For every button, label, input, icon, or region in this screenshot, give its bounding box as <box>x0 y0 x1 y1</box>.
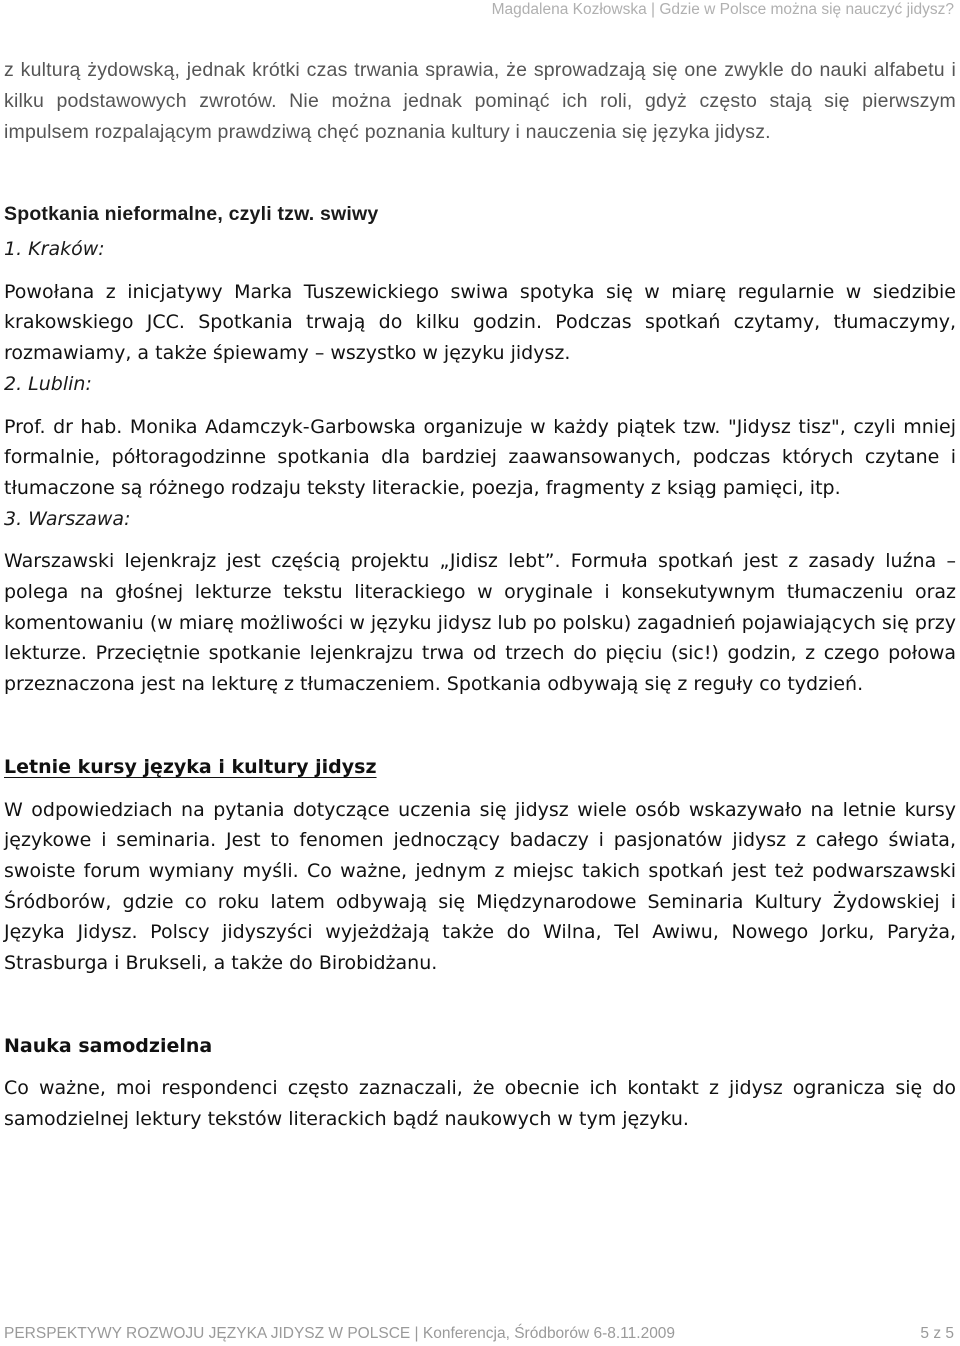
informal-meetings-heading: Spotkania nieformalne, czyli tzw. swiwy <box>4 203 379 225</box>
footer-conference-title: PERSPEKTYWY ROZWOJU JĘZYKA JIDYSZ W POLSCE | Konferencja, Śródborów 6-8.11.2009 <box>4 1325 676 1342</box>
lublin-paragraph: Prof. dr hab. Monika Adamczyk-Garbowska organizuje w każdy piątek tzw. "Jidysz tisz", czyli mniej formalnie, półtoragodzinne spotkania dla bardziej zaawansowanych, podczas których czytane i tłumaczone są różnego rodzaju teksty literackie, poezja, fragmenty z ksiąg pamięci, itp. <box>4 415 956 499</box>
warszawa-paragraph: Warszawski lejenkrajz jest częścią projektu „Jidisz lebt”. Formuła spotkań jest z zasady luźna – polega na głośnej lekturze tekstu literackiego w oryginale i konsekutywnym tłumaczeniu oraz komentowaniu (w miarę możliwości w języku jidysz lub po polsku) zagadnień pojawiających się przy lekturze. Przeciętnie spotkanie lejenkrajzu trwa od trzech do pięciu (sic!) godzin, z czego połowa przeznaczona jest na lekturę z tłumaczeniem. Spotkania odbywają się z reguły co tydzień. <box>4 550 956 696</box>
summer-courses-heading: Letnie kursy języka i kultury jidysz <box>4 755 377 778</box>
krakow-label: 1. Kraków: <box>4 238 105 260</box>
page-footer <box>4 1324 954 1344</box>
running-header-title: Magdalena Kozłowska | Gdzie w Polsce można się nauczyć jidysz? <box>491 1 954 18</box>
lublin-label: 2. Lublin: <box>4 372 92 395</box>
page-content <box>4 55 956 1135</box>
self-study-heading: Nauka samodzielna <box>4 1034 213 1057</box>
krakow-paragraph: Powołana z inicjatywy Marka Tuszewickiego swiwa spotyka się w miarę regularnie w siedzibie krakowskiego JCC. Spotkania trwają do kilku godzin. Podczas spotkań czytamy, tłumaczymy, rozmawiamy, a także śpiewamy – wszystko w języku jidysz. <box>4 280 956 365</box>
warszawa-label: 3. Warszawa: <box>4 507 131 530</box>
self-study-paragraph: Co ważne, moi respondenci często zaznaczali, że obecnie ich kontakt z jidysz ogranicza się do samodzielnej lektury tekstów literackich bądź naukowych w tym języku. <box>4 1077 956 1131</box>
intro-paragraph: z kulturą żydowską, jednak krótki czas trwania sprawia, że sprowadzają się one zwykle do nauki alfabetu i kilku podstawowych zwrotów. Nie można jednak pominąć ich roli, gdyż często stają się pierwszym impulsem rozpalającym prawdziwą chęć poznania kultury i nauczenia się języka jidysz. <box>4 59 956 143</box>
summer-courses-paragraph: W odpowiedziach na pytania dotyczące uczenia się jidysz wiele osób wskazywało na letnie kursy językowe i seminaria. Jest to fenomen jednoczący badaczy i pasjonatów jidysz z całego świata, swoiste forum wymiany myśli. Co ważne, jednym z miejsc takich spotkań jest też podwarszawski Śródborów, gdzie co roku latem odbywają się Międzynarodowe Seminaria Kultury Żydowskiej i Języka Jidysz. Polscy jidyszyści wyjeżdżają także do Wilna, Tel Awiwu, Nowego Jorku, Paryża, Strasburga i Brukseli, a także do Birobidżanu. <box>4 798 956 975</box>
page-number: 5 z 5 <box>920 1325 954 1342</box>
